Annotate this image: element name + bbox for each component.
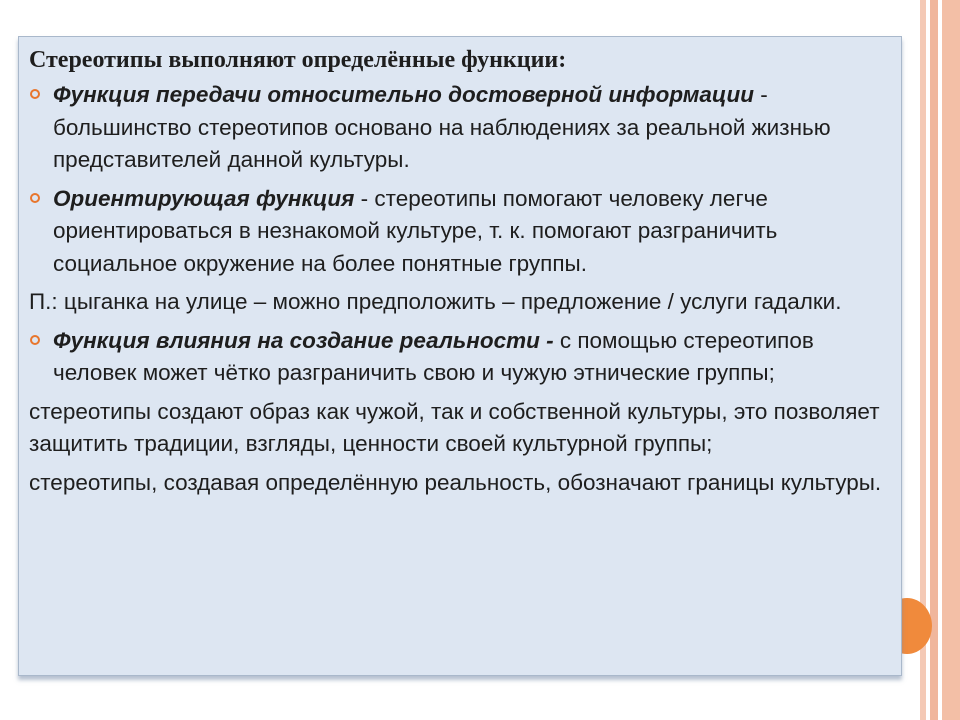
example-paragraph: П.: цыганка на улице – можно предположить – предложение / услуги гадалки.	[29, 289, 842, 314]
content-box	[18, 36, 902, 676]
decor-stripe-wide	[942, 0, 960, 720]
bullet-text: с помощью стереотипов человек может чётко разграничить свою и чужую этнические группы;	[53, 327, 814, 385]
decor-stripe-mid	[930, 0, 938, 720]
bullet-term: Функция влияния на создание реальности -	[53, 327, 554, 353]
paragraph-image-of-culture: стереотипы создают образ как чужой, так и собственной культуры, это позволяет защитить традиции, взгляды, ценности своей культурной группы;	[29, 398, 880, 456]
bullet-text: - стереотипы помогают человеку легче ориентироваться в незнакомой культуре, т. к. помогают разграничить социальное окружение на более понятные группы.	[53, 185, 778, 276]
bullet-ring-icon	[30, 335, 40, 345]
bullet-item-reality	[29, 325, 889, 390]
bullet-term: Ориентирующая функция	[53, 185, 355, 211]
bullet-ring-icon	[30, 89, 40, 99]
bullet-item-orientation	[29, 183, 889, 281]
bullet-term: Функция передачи относительно достоверной информации	[53, 82, 754, 107]
bullet-text: - большинство стереотипов основано на наблюдениях за реальной жизнью представителей данной культуры.	[53, 82, 831, 172]
bullet-ring-icon	[30, 193, 40, 203]
bullet-item-information	[29, 79, 889, 177]
paragraph-culture-borders: стереотипы, создавая определённую реальность, обозначают границы культуры.	[29, 469, 882, 495]
slide-heading: Стереотипы выполняют определённые функции:	[29, 47, 567, 73]
